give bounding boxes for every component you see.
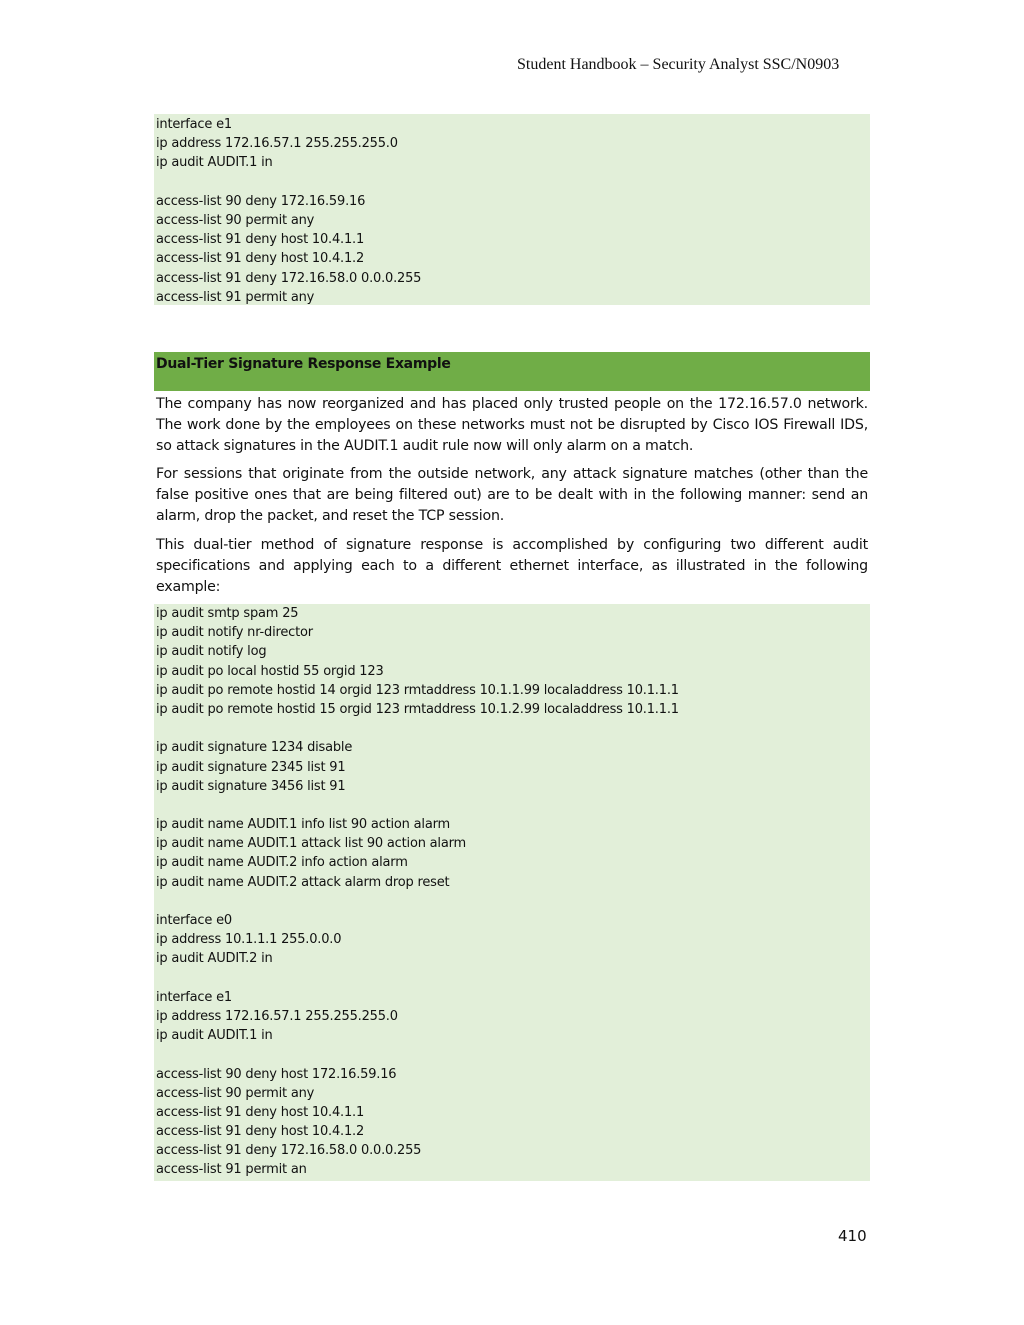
code-line: ip audit po remote hostid 15 orgid 123 rmtaddress 10.1.2.99 localaddress 10.1.1.1 [156, 701, 679, 717]
code-line: ip address 10.1.1.1 255.0.0.0 [156, 932, 342, 948]
code-line: access-list 91 deny host 10.4.1.2 [156, 1124, 365, 1140]
code-line: ip audit po remote hostid 14 orgid 123 rmtaddress 10.1.1.99 localaddress 10.1.1.1 [156, 682, 679, 698]
code-blank-line [156, 719, 870, 738]
code-line: access-list 91 deny 172.16.58.0 0.0.0.255 [156, 270, 422, 286]
code-line: ip audit signature 1234 disable [156, 740, 353, 756]
code-line: interface e1 [156, 989, 232, 1005]
code-line: ip address 172.16.57.1 255.255.255.0 [156, 1008, 398, 1024]
code-line: access-list 91 permit any [156, 289, 315, 305]
code-line: ip audit signature 2345 list 91 [156, 759, 346, 775]
code-line: access-list 90 deny host 172.16.59.16 [156, 1066, 397, 1082]
code-line: access-list 90 deny 172.16.59.16 [156, 193, 366, 209]
code-line: ip audit name AUDIT.1 info list 90 action alarm [156, 817, 450, 833]
code-line: ip audit smtp spam 25 [156, 606, 299, 621]
code-blank-line [156, 969, 870, 988]
code-line: ip audit AUDIT.2 in [156, 951, 273, 967]
code-line: ip audit notify nr-director [156, 625, 313, 641]
code-line: ip audit name AUDIT.2 info action alarm [156, 855, 408, 871]
paragraph-outside-sessions: For sessions that originate from the outside network, any attack signature matches (other than the false positive ones that are being filtered out) are to be dealt with in the following manner: send an alarm, drop the packet, and reset the TCP session. [156, 466, 868, 524]
code-line: ip audit notify log [156, 644, 267, 660]
code-blank-line [156, 796, 870, 815]
code-line: ip audit AUDIT.1 in [156, 155, 273, 171]
code-block-acl [154, 114, 870, 305]
code-line: interface e0 [156, 913, 232, 928]
code-line: access-list 91 deny host 10.4.1.1 [156, 1104, 365, 1120]
code-line: access-list 91 permit an [156, 1162, 307, 1178]
code-line: access-list 91 deny host 10.4.1.2 [156, 251, 365, 267]
page-header: Student Handbook – Security Analyst SSC/N0903 [517, 56, 840, 73]
code-line: access-list 91 deny 172.16.58.0 0.0.0.255 [156, 1143, 422, 1159]
code-line: access-list 90 permit any [156, 212, 315, 228]
code-line: ip audit name AUDIT.2 attack alarm drop reset [156, 874, 450, 890]
code-blank-line [156, 892, 870, 911]
code-line: access-list 90 permit any [156, 1085, 315, 1101]
code-line: ip audit po local hostid 55 orgid 123 [156, 663, 384, 679]
code-blank-line [156, 173, 870, 192]
code-blank-line [156, 1045, 870, 1064]
code-line: ip audit AUDIT.1 in [156, 1028, 273, 1044]
code-line: ip audit signature 3456 list 91 [156, 778, 346, 794]
code-line: access-list 91 deny host 10.4.1.1 [156, 232, 365, 248]
paragraph-dual-tier: This dual-tier method of signature response is accomplished by configuring two different audit specifications and applying each to a different ethernet interface, as illustrated in the following example: [156, 537, 868, 595]
code-block-config [154, 604, 870, 1181]
code-line: interface e1 [156, 117, 232, 132]
code-line: ip audit name AUDIT.1 attack list 90 action alarm [156, 836, 466, 852]
page-number: 410 [838, 1227, 867, 1245]
code-line: ip address 172.16.57.1 255.255.255.0 [156, 136, 398, 152]
section-heading: Dual-Tier Signature Response Example [154, 352, 870, 391]
paragraph-intro: The company has now reorganized and has placed only trusted people on the 172.16.57.0 network. The work done by the employees on these networks must not be disrupted by Cisco IOS Firewall IDS, so attack signatures in the AUDIT.1 audit rule now will only alarm on a match. [156, 396, 868, 454]
